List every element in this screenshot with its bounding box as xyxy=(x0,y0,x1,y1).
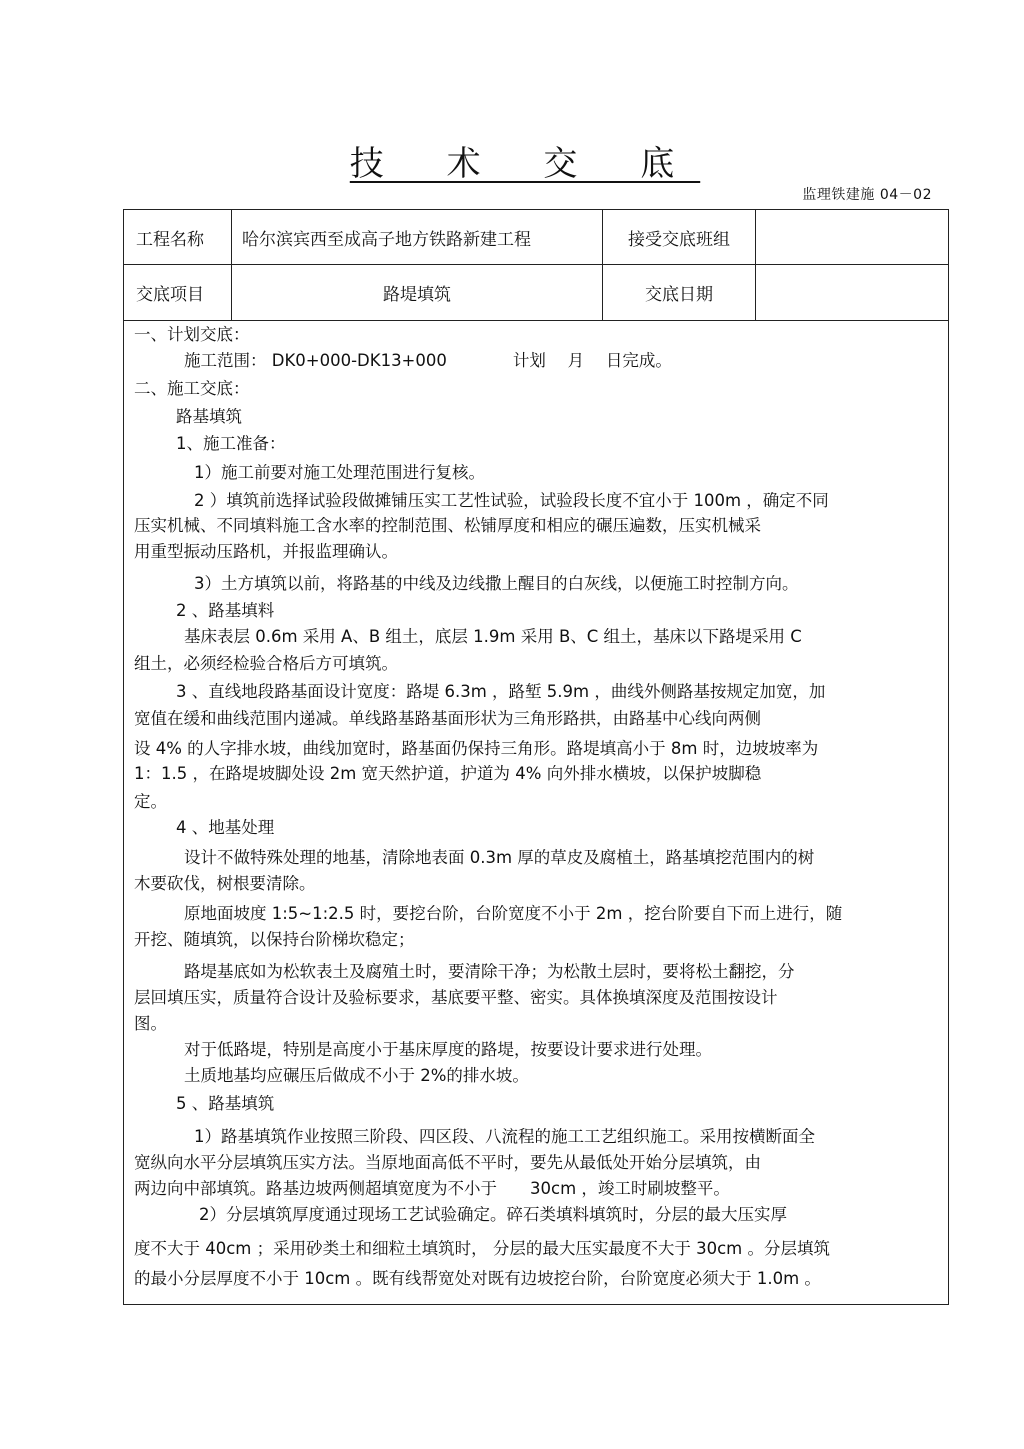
text-line: 两边向中部填筑。路基边坡两侧超填宽度为不小于 30cm ，竣工时刷坡整平。 xyxy=(134,1179,730,1198)
document-title: 技 术 交 底 xyxy=(349,144,701,184)
text-line: 的最小分层厚度不小于 10cm 。既有线帮宽处对既有边坡挖台阶，台阶宽度必须大于 1.0m 。 xyxy=(134,1269,821,1288)
text-line: 宽值在缓和曲线范围内递减。单线路基路基面形状为三角形路拱，由路基中心线向两侧 xyxy=(134,709,761,728)
text-line: 1）施工前要对施工处理范围进行复核。 xyxy=(194,463,485,482)
text-line: 路基填筑 xyxy=(176,407,242,426)
text-line: 图。 xyxy=(134,1014,167,1033)
date-label: 交底日期 xyxy=(603,265,756,320)
text-line: 木要砍伐，树根要清除。 xyxy=(134,874,316,893)
text-line: 层回填压实，质量符合设计及验标要求，基底要平整、密实。具体换填深度及范围按设计 xyxy=(134,988,778,1007)
header-row-item xyxy=(124,265,948,321)
disclosure-form xyxy=(123,209,949,1305)
text-line: 定。 xyxy=(134,792,167,811)
receiving-team-label: 接受交底班组 xyxy=(603,210,756,264)
text-line: 施工范围： DK0+000-DK13+000 计划 月 日完成。 xyxy=(184,351,672,370)
text-line: 度不大于 40cm ；采用砂类土和细粒土填筑时， 分层的最大压实最度不大于 30cm 。分层填筑 xyxy=(134,1239,831,1258)
receiving-team-value xyxy=(756,210,950,264)
text-line: 压实机械、不同填料施工含水率的控制范围、松铺厚度和相应的碾压遍数，压实机械采 xyxy=(134,516,761,535)
text-line: 一、计划交底： xyxy=(134,325,250,344)
text-line: 5 、路基填筑 xyxy=(176,1094,275,1113)
text-line: 基床表层 0.6m 采用 A、B 组土，底层 1.9m 采用 B、C 组土，基床以下路堤采用 C xyxy=(184,627,802,646)
text-line: 3）土方填筑以前，将路基的中线及边线撒上醒目的白灰线，以便施工时控制方向。 xyxy=(194,574,799,593)
text-line: 开挖、随填筑，以保持台阶梯坎稳定； xyxy=(134,930,415,949)
text-line: 宽纵向水平分层填筑压实方法。当原地面高低不平时，要先从最低处开始分层填筑，由 xyxy=(134,1153,761,1172)
header-row-project xyxy=(124,210,948,265)
form-number: 监理铁建施 04－02 xyxy=(802,187,932,203)
date-value xyxy=(756,265,950,320)
text-line: 二、施工交底： xyxy=(134,379,250,398)
text-line: 3 、直线地段路基面设计宽度：路堤 6.3m ，路堑 5.9m ，曲线外侧路基按规定加宽，加 xyxy=(176,682,826,701)
project-name-value: 哈尔滨宾西至成高子地方铁路新建工程 xyxy=(232,210,603,264)
text-line: 设计不做特殊处理的地基，清除地表面 0.3m 厚的草皮及腐植土，路基填挖范围内的树 xyxy=(184,848,815,867)
project-name-label: 工程名称 xyxy=(124,210,232,264)
text-line: 路堤基底如为松软表土及腐殖土时，要清除干净；为松散土层时，要将松土翻挖，分 xyxy=(184,962,795,981)
text-line: 用重型振动压路机，并报监理确认。 xyxy=(134,542,398,561)
text-line: 4 、地基处理 xyxy=(176,818,275,837)
text-line: 1：1.5 ，在路堤坡脚处设 2m 宽天然护道，护道为 4% 向外排水横坡，以保护坡脚稳 xyxy=(134,764,762,783)
text-line: 2 ）填筑前选择试验段做摊铺压实工艺性试验，试验段长度不宜小于 100m ，确定不同 xyxy=(194,491,829,510)
text-line: 对于低路堤，特别是高度小于基床厚度的路堤，按要设计要求进行处理。 xyxy=(184,1040,712,1059)
item-label: 交底项目 xyxy=(124,265,232,320)
text-line: 设 4% 的人字排水坡，曲线加宽时，路基面仍保持三角形。路堤填高小于 8m 时，边坡坡率为 xyxy=(134,739,819,758)
text-line: 2）分层填筑厚度通过现场工艺试验确定。碎石类填料填筑时，分层的最大压实厚 xyxy=(199,1205,787,1224)
text-line: 2 、路基填料 xyxy=(176,601,275,620)
text-line: 1、施工准备： xyxy=(176,434,286,453)
item-value: 路堤填筑 xyxy=(232,265,603,320)
text-line: 组土，必须经检验合格后方可填筑。 xyxy=(134,654,398,673)
text-line: 1）路基填筑作业按照三阶段、四区段、八流程的施工工艺组织施工。采用按横断面全 xyxy=(194,1127,815,1146)
text-line: 土质地基均应碾压后做成不小于 2%的排水坡。 xyxy=(184,1066,529,1085)
text-line: 原地面坡度 1:5~1:2.5 时，要挖台阶，台阶宽度不小于 2m ，挖台阶要自下而上进行，随 xyxy=(184,904,843,923)
